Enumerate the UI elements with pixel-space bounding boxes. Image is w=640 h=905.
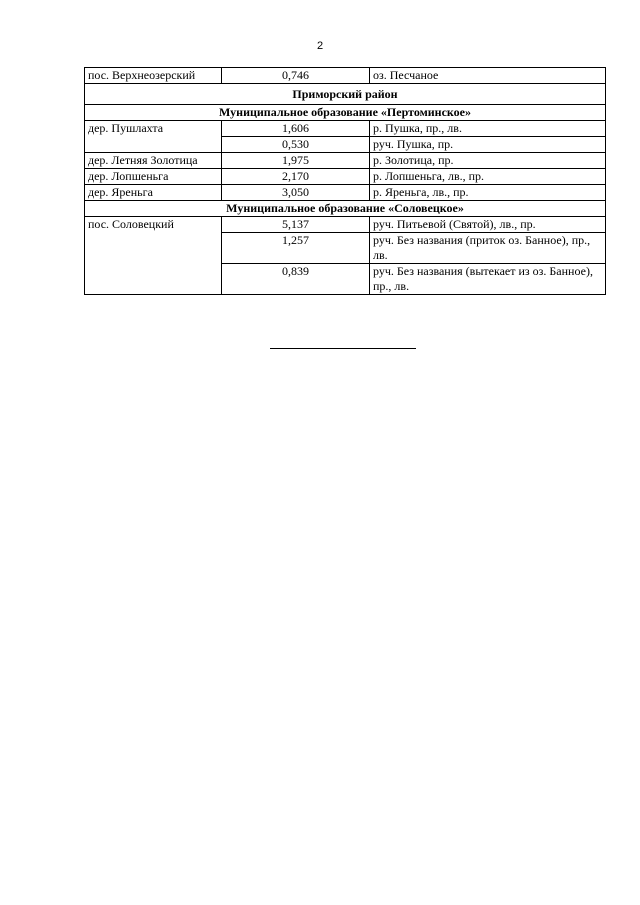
place-cell: дер. Пушлахта: [85, 121, 222, 153]
page-number: 2: [316, 40, 324, 52]
place-cell: дер. Яреньга: [85, 185, 222, 201]
table-row: [85, 121, 606, 137]
place-cell: пос. Соловецкий: [85, 217, 222, 295]
water-protection-table: [84, 67, 606, 295]
water-body-cell: р. Лопшеньга, лв., пр.: [370, 169, 606, 185]
water-body-cell: руч. Питьевой (Святой), лв., пр.: [370, 217, 606, 233]
value-cell: 1,257: [222, 233, 370, 264]
table-row: [85, 185, 606, 201]
value-cell: 1,975: [222, 153, 370, 169]
municipality-heading: Муниципальное образование «Соловецкое»: [85, 201, 606, 217]
water-body-cell: оз. Песчаное: [370, 68, 606, 84]
district-heading: Приморский район: [85, 84, 606, 105]
value-cell: 5,137: [222, 217, 370, 233]
value-cell: 0,530: [222, 137, 370, 153]
place-cell: дер. Летняя Золотица: [85, 153, 222, 169]
water-body-cell: р. Золотица, пр.: [370, 153, 606, 169]
table-row: [85, 217, 606, 233]
table-row: [85, 169, 606, 185]
water-body-cell: руч. Без названия (приток оз. Банное), пр., лв.: [370, 233, 606, 264]
value-cell: 0,839: [222, 264, 370, 295]
place-cell: пос. Верхнеозерский: [85, 68, 222, 84]
end-of-document-rule: [270, 348, 416, 349]
value-cell: 0,746: [222, 68, 370, 84]
water-body-cell: руч. Пушка, пр.: [370, 137, 606, 153]
municipality-row: [85, 201, 606, 217]
water-body-cell: руч. Без названия (вытекает из оз. Банное), пр., лв.: [370, 264, 606, 295]
value-cell: 2,170: [222, 169, 370, 185]
municipality-heading: Муниципальное образование «Пертоминское»: [85, 105, 606, 121]
value-cell: 1,606: [222, 121, 370, 137]
district-row: [85, 84, 606, 105]
municipality-row: [85, 105, 606, 121]
table-row: [85, 153, 606, 169]
water-body-cell: р. Яреньга, лв., пр.: [370, 185, 606, 201]
value-cell: 3,050: [222, 185, 370, 201]
place-cell: дер. Лопшеньга: [85, 169, 222, 185]
water-body-cell: р. Пушка, пр., лв.: [370, 121, 606, 137]
table-row: [85, 68, 606, 84]
